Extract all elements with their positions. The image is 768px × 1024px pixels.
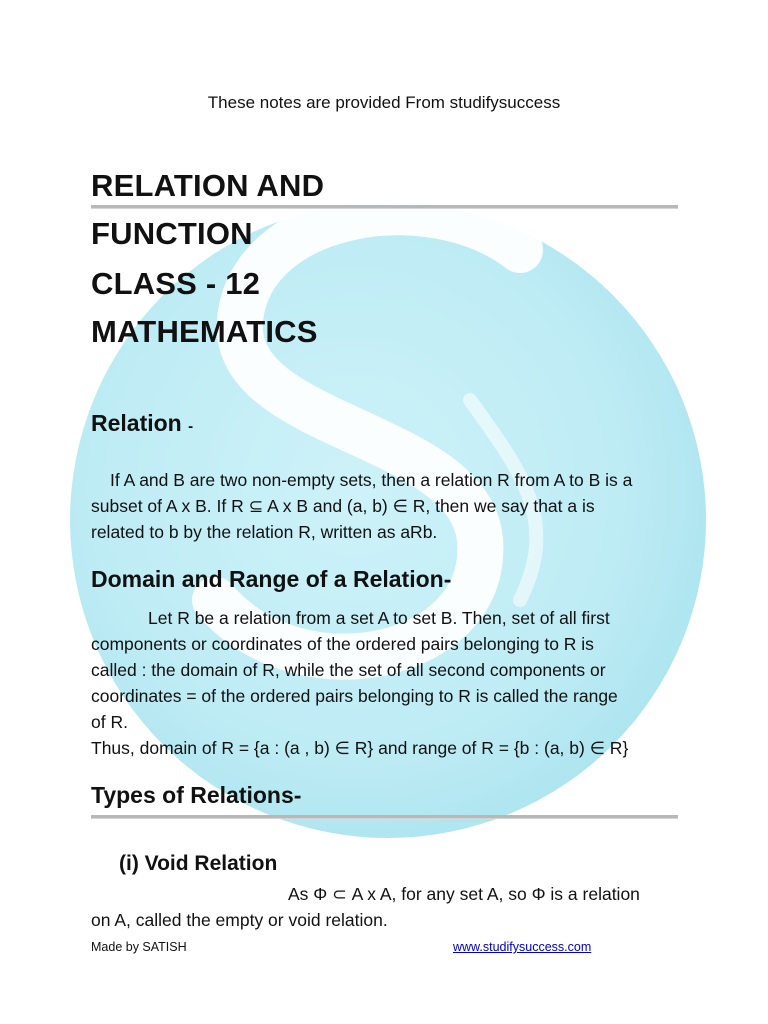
relation-line-1: If A and B are two non-empty sets, then a relation R from A to B is a <box>110 470 633 490</box>
void-relation-line-2: on A, called the empty or void relation. <box>91 910 388 930</box>
void-relation-line-1: As Φ ⊂ A x A, for any set A, so Φ is a relation <box>288 884 640 904</box>
title-line-1: RELATION AND <box>91 168 325 203</box>
relation-line-2: subset of A x B. If R ⊆ A x B and (a, b) ∈ R, then we say that a is <box>91 496 595 516</box>
title-divider <box>91 205 678 209</box>
relation-heading <box>91 410 193 437</box>
title-line-2: FUNCTION <box>91 216 253 251</box>
footer-author: Made by SATISH <box>91 940 187 954</box>
types-divider <box>91 815 678 819</box>
domain-range-line-4: coordinates = of the ordered pairs belonging to R is called the range <box>91 686 618 706</box>
domain-range-line-3: called : the domain of R, while the set of all second components or <box>91 660 606 680</box>
title-line-3: CLASS - 12 <box>91 266 261 301</box>
types-heading: Types of Relations- <box>91 782 302 808</box>
relation-line-3: related to b by the relation R, written as aRb. <box>91 522 438 542</box>
relation-heading-dash: - <box>188 418 194 435</box>
title-line-4: MATHEMATICS <box>91 314 318 349</box>
provider-note: These notes are provided From studifysuccess <box>207 93 561 112</box>
domain-range-line-2: components or coordinates of the ordered pairs belonging to R is <box>91 634 594 654</box>
domain-range-line-1: Let R be a relation from a set A to set B. Then, set of all first <box>148 608 610 628</box>
void-relation-heading: (i) Void Relation <box>119 852 278 875</box>
domain-range-line-5: of R. <box>91 712 128 732</box>
domain-range-line-6: Thus, domain of R = {a : (a , b) ∈ R} and range of R = {b : (a, b) ∈ R} <box>91 738 629 758</box>
footer-website-link[interactable]: www.studifysuccess.com <box>453 940 592 954</box>
domain-range-heading: Domain and Range of a Relation- <box>91 566 452 592</box>
relation-heading-text: Relation <box>91 410 182 436</box>
